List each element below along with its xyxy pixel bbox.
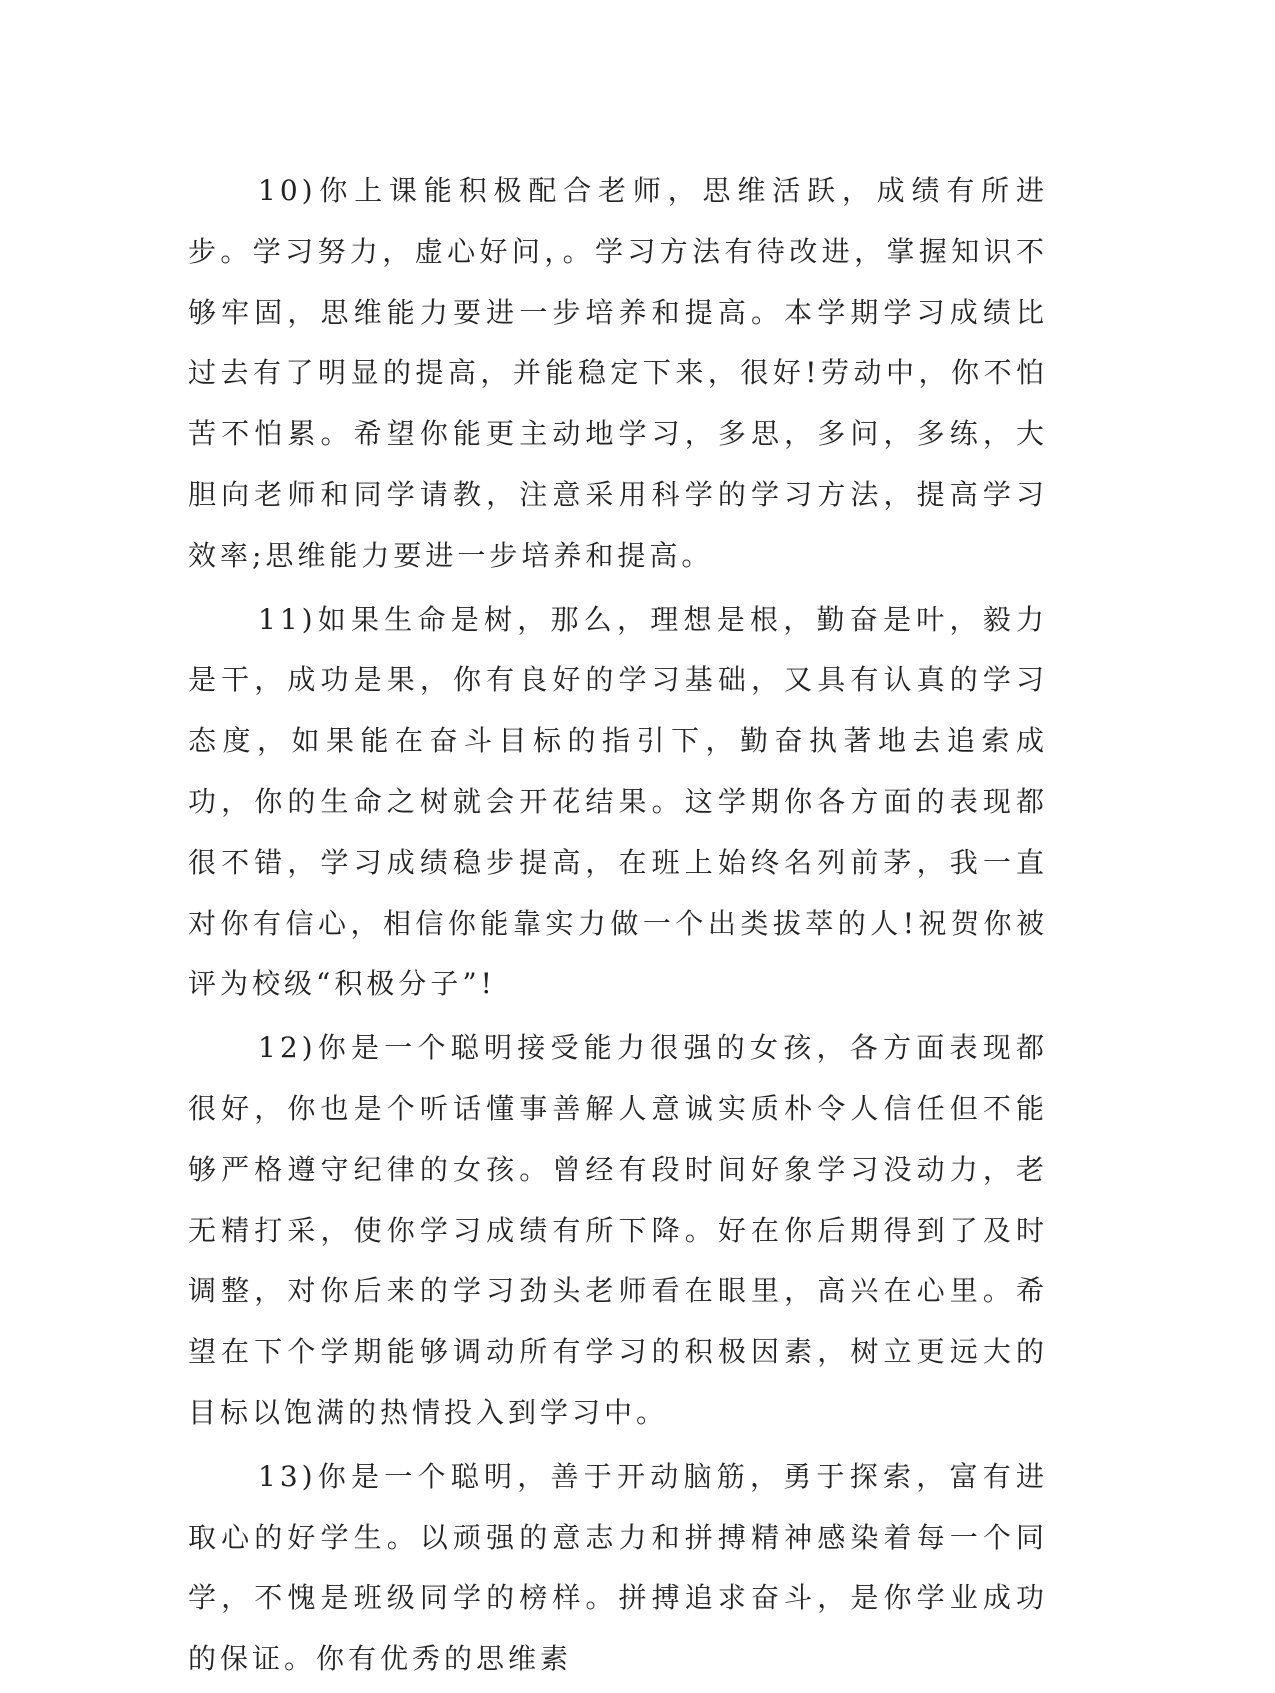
paragraph-13: 13)你是一个聪明，善于开动脑筋，勇于探索，富有进取心的好学生。以顽强的意志力和拼搏精神感染着每一个同学，不愧是班级同学的榜样。拼搏追求奋斗，是你学业成功的保证。你有优秀的思维素 (188, 1459, 1048, 1676)
document-body (188, 161, 1048, 1693)
paragraph-10: 10)你上课能积极配合老师，思维活跃，成绩有所进步。学习努力，虚心好问，。学习方法有待改进，掌握知识不够牢固，思维能力要进一步培养和提高。本学期学习成绩比过去有了明显的提高，并能稳定下来，很好!劳动中，你不怕苦不怕累。希望你能更主动地学习，多思，多问，多练，大胆向老师和同学请教，注意采用科学的学习方法，提高学习效率;思维能力要进一步培养和提高。 (188, 174, 1048, 572)
paragraph-12: 12)你是一个聪明接受能力很强的女孩，各方面表现都很好，你也是个听话懂事善解人意诚实质朴令人信任但不能够严格遵守纪律的女孩。曾经有段时间好象学习没动力，老无精打采，使你学习成绩有所下降。好在你后期得到了及时调整，对你后来的学习劲头老师看在眼里，高兴在心里。希望在下个学期能够调动所有学习的积极因素，树立更远大的目标以饱满的热情投入到学习中。 (188, 1031, 1048, 1429)
paragraph-11: 11)如果生命是树，那么，理想是根，勤奋是叶，毅力是干，成功是果，你有良好的学习基础，又具有认真的学习态度，如果能在奋斗目标的指引下，勤奋执著地去追索成功，你的生命之树就会开花结果。这学期你各方面的表现都很不错，学习成绩稳步提高，在班上始终名列前茅，我一直对你有信心，相信你能靠实力做一个出类拔萃的人!祝贺你被评为校级“积极分子”! (188, 602, 1048, 1001)
